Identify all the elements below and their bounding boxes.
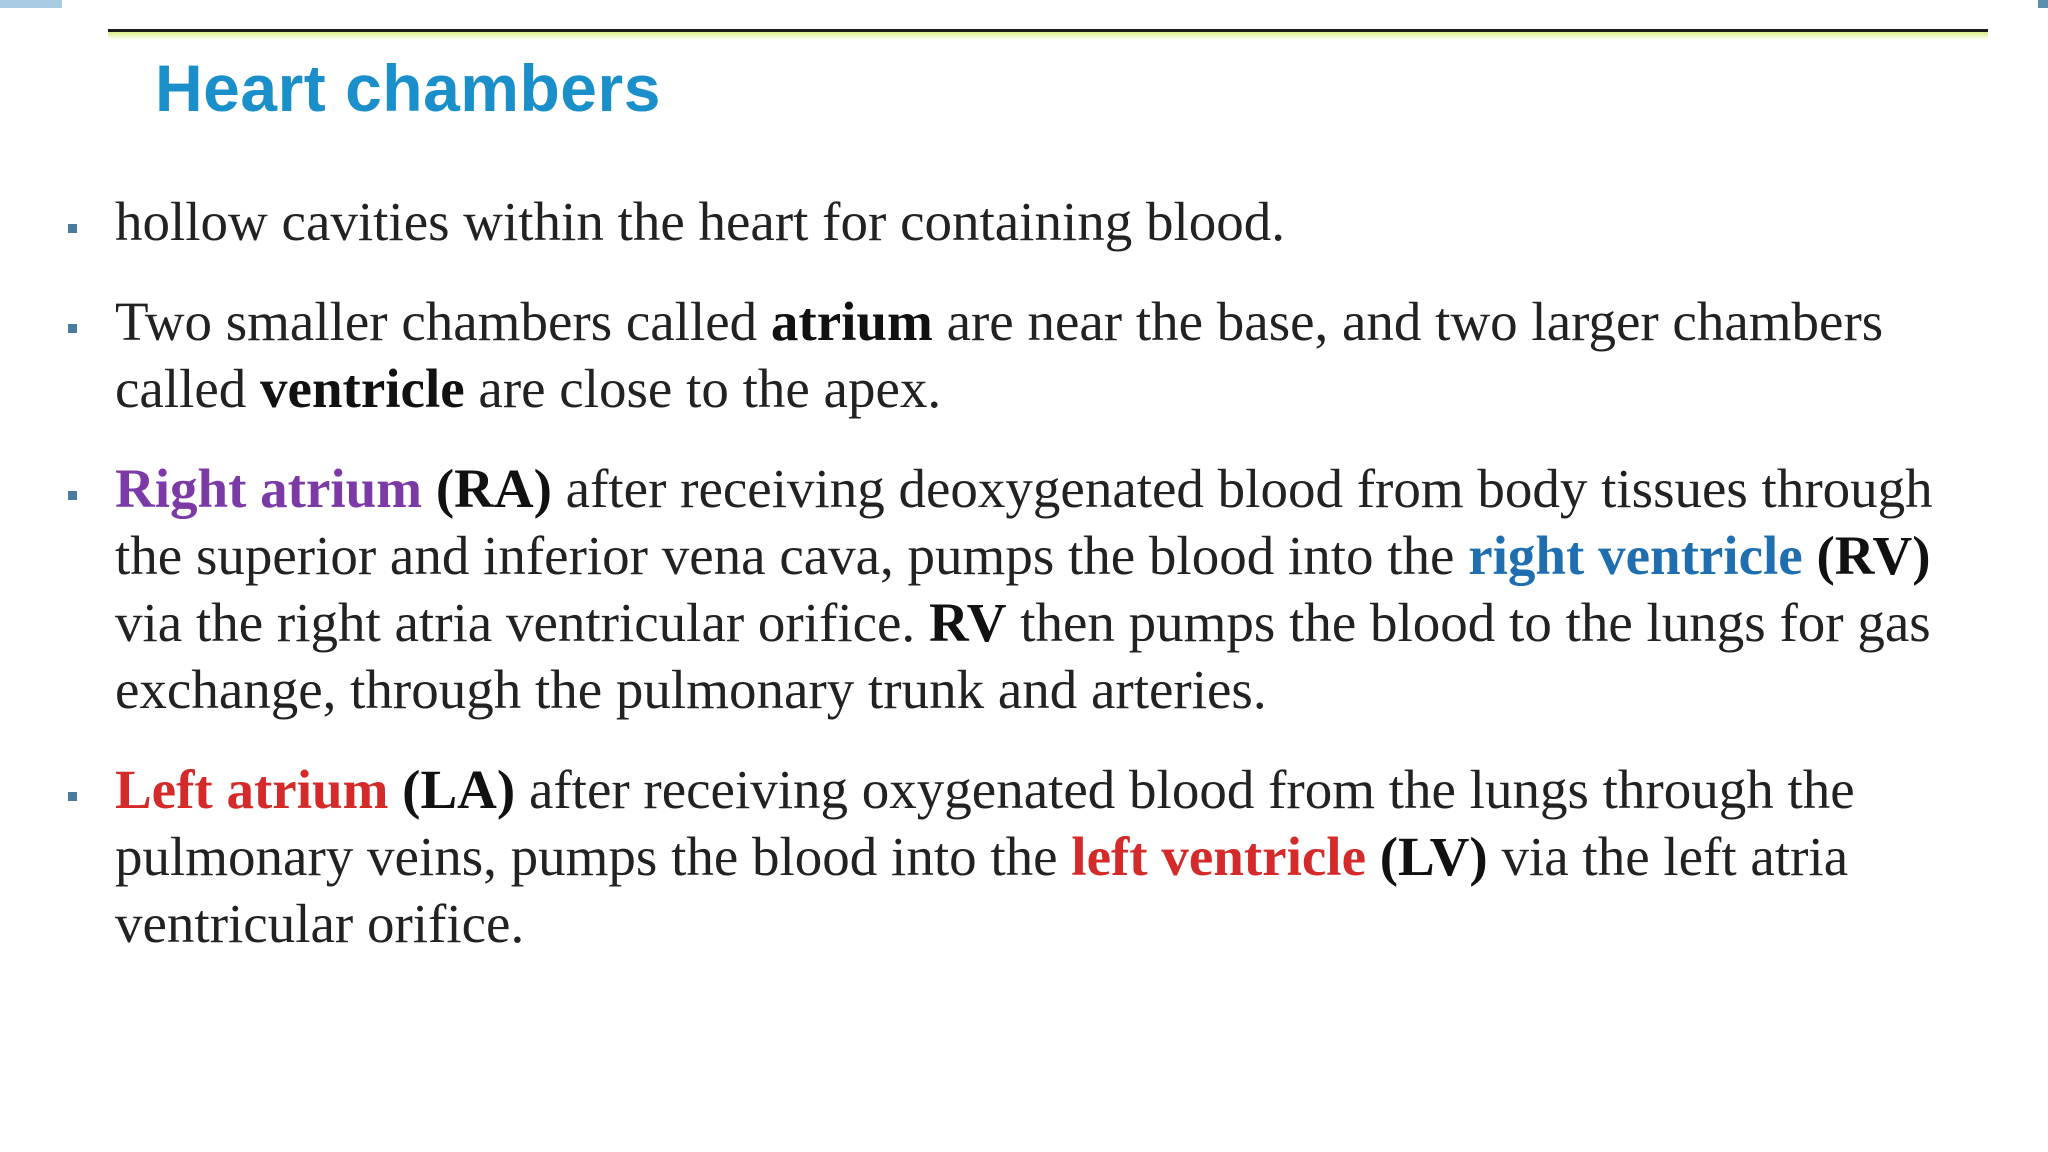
bullet-text: via the left atria ventricular orifice.	[115, 826, 1849, 954]
abbr-lv: (LV)	[1379, 826, 1488, 887]
bullet-text: then pumps the blood to the lungs for gas exchange, through the pulmonary trunk and arteries.	[115, 592, 1931, 720]
bullet-text: Two smaller chambers called	[115, 291, 771, 352]
abbr-rv: (RV)	[1816, 525, 1931, 586]
bullet-text	[388, 759, 402, 820]
bullet-text	[1803, 525, 1817, 586]
bullet-text: after receiving oxygenated blood from the lungs through the pulmonary veins, pumps the blood into the	[115, 759, 1855, 887]
bullet-text: via the right atria ventricular orifice.	[115, 592, 929, 653]
square-bullet-icon	[68, 324, 77, 333]
abbr-ra: (RA)	[435, 458, 552, 519]
bullet-item-left-atrium	[0, 756, 2048, 957]
square-bullet-icon	[68, 491, 77, 500]
corner-accent-left	[0, 0, 62, 8]
bullet-text	[422, 458, 436, 519]
abbr-rv-subject: RV	[928, 592, 1007, 653]
square-bullet-icon	[68, 792, 77, 801]
term-left-atrium: Left atrium	[115, 759, 389, 820]
term-right-atrium: Right atrium	[115, 458, 423, 519]
term-right-ventricle: right ventricle	[1468, 525, 1803, 586]
bullet-text: after receiving deoxygenated blood from body tissues through the superior and inferior vena cava, pumps the blood into the	[115, 458, 1933, 586]
bullet-item-right-atrium	[0, 455, 2048, 723]
bullet-text	[1366, 826, 1380, 887]
bullet-item-chambers-definition	[0, 188, 2048, 255]
title-divider-highlight	[108, 32, 1988, 40]
bullet-text: are close to the apex.	[464, 358, 942, 419]
bullet-text: hollow cavities within the heart for containing blood.	[115, 191, 1286, 252]
abbr-la: (LA)	[402, 759, 516, 820]
slide-title: Heart chambers	[155, 51, 661, 125]
square-bullet-icon	[68, 224, 77, 233]
bullet-item-chamber-locations	[0, 288, 2048, 422]
term-ventricle: ventricle	[260, 358, 465, 419]
bullet-list	[0, 188, 2048, 990]
bullet-text: are near the base, and two larger chambers called	[115, 291, 1884, 419]
corner-accent-right	[2038, 0, 2048, 8]
term-atrium: atrium	[770, 291, 933, 352]
term-left-ventricle: left ventricle	[1071, 826, 1366, 887]
